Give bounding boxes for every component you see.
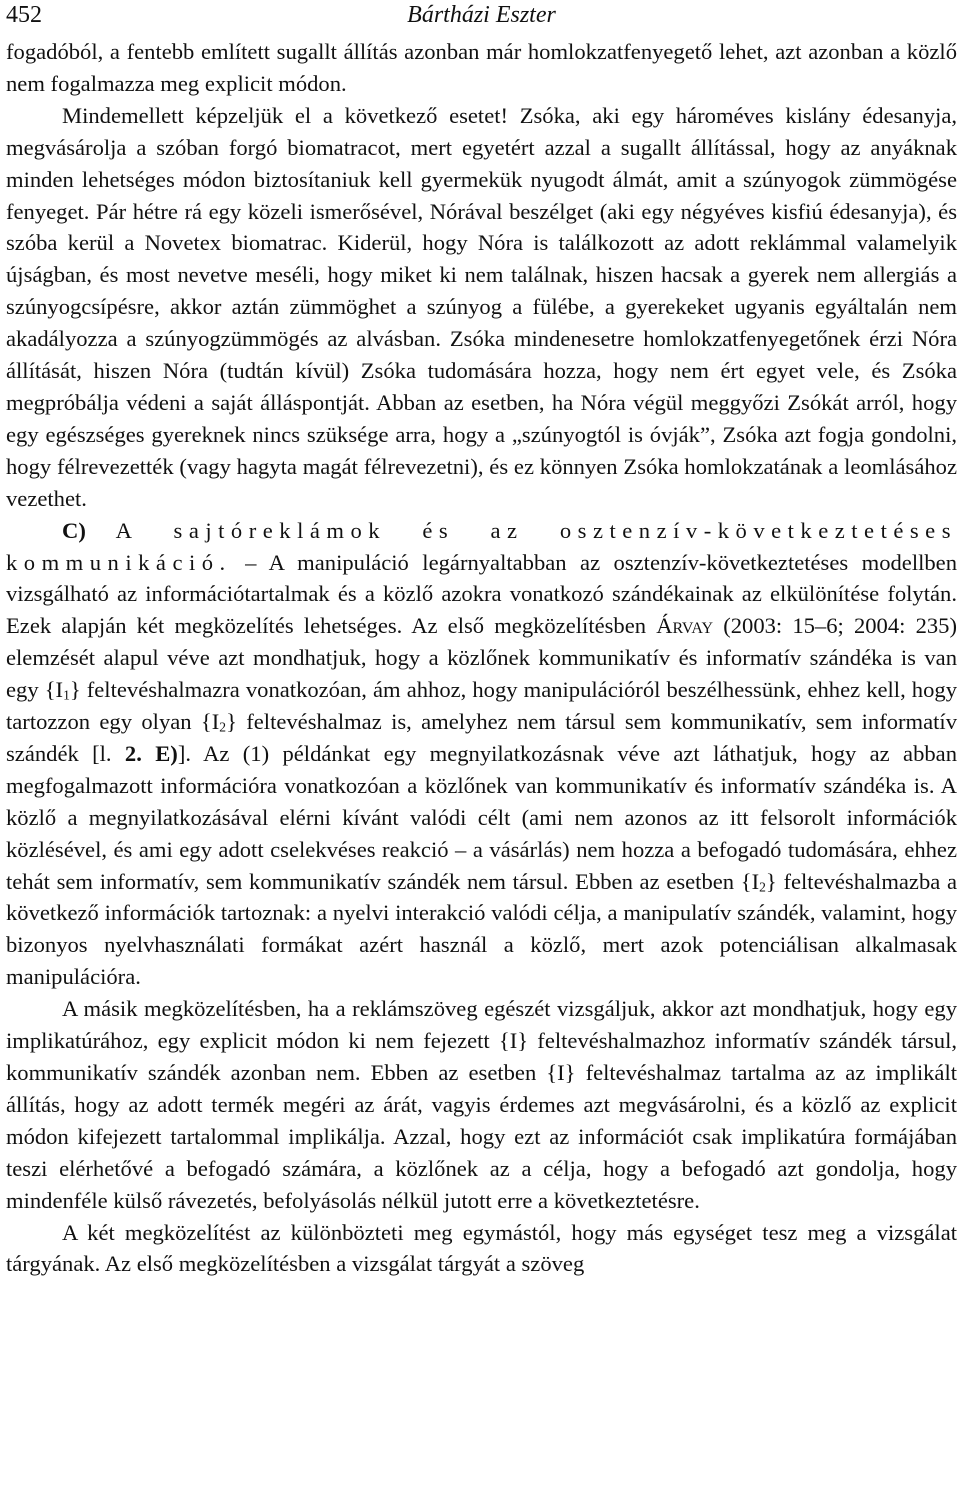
text-run: (2003: 15–6; 2004: 235) elemzését alapul véve azt mondhatjuk, hogy a közlőnek kommunikatív és informatív szándéka is van egy {I: [6, 613, 957, 703]
text-run: – A manipuláció legárnyaltabban az osztenzív-következtetéses modellben vizsgálható az információtartalmak és a közlő azokra vonatkozó szándékainak az elkülönítése folytán. Ezek alapján két megközelítés lehetséges. Az első megközelítésben: [6, 549, 957, 639]
text-run: } feltevéshalmaz is, amelyhez nem társul sem kommunikatív, sem informatív szándék [l.: [6, 709, 958, 766]
section-heading: A sajtóreklámok és az osztenzív-következtetéses kommunikáció.: [6, 517, 958, 575]
text-run: ]. Az (1) példánkat egy megnyilatkozásnak véve azt láthatjuk, hogy az abban megfogalmazott információra vonatkozóan a közlőnek van kommunikatív és informatív szándéka is. A közlő a megnyilatkozásával elérni kívánt valódi célt (ami nem azonos az itt felsorolt információk közlésével, és ami egy adott cselekvéses reakció – a vásárlás) nem hozza a befogadó tudomására, ehhez tehát sem informatív, sem kommunikatív szándék nem társul. Ebben az esetben {I: [6, 740, 958, 894]
paragraph-1: fogadóból, a fentebb említett sugallt állítás azonban már homlokzatfenyegető lehet, azt azonban a közlő nem fogalmazza meg explicit módon.: [6, 39, 957, 96]
paragraph-5: A két megközelítést az különbözteti meg egymástól, hogy más egységet tesz meg a vizsgálat tárgyának. Az első megközelítésben a vizsgálat tárgyát a szöveg: [6, 1219, 957, 1277]
running-header: [6, 0, 957, 36]
page-number: 452: [6, 2, 42, 28]
subscript: 1: [63, 687, 70, 703]
paragraph-3: [6, 515, 957, 994]
text-run: } feltevéshalmazba a következő információk tartoznak: a nyelvi interakció valódi célja, a manipulatív szándék, valamint, hogy bizonyos nyelvhasználati formákat azért használ a közlő, mert azok potenciálisan alkalmasak manipulációra.: [6, 868, 958, 990]
running-author: Bártházi Eszter: [407, 2, 556, 28]
subscript: 2: [219, 719, 227, 735]
text-run: } feltevéshalmazra vonatkozóan, ám ahhoz, hogy manipulációról beszélhessünk, ehhez kell, hogy tartozzon egy olyan {I: [6, 677, 957, 735]
subscript: 2: [759, 879, 766, 895]
body-text: [6, 36, 957, 1280]
paragraph-2: Mindemellett képzeljük el a következő esetet! Zsóka, aki egy hároméves kislány édesanyja, megvásárolja a szóban forgó biomatracot, mert egyetért azzal a sugallt állítással, hogy az anyáknak minden lehetséges módon biztosítaniuk kell gyermekük nyugodt álmát, amit a szúnyogok zümmögése fenyeget. Pár hétre rá egy közeli ismerősével, Nórával beszélget (aki egy négyéves kisfiú édesanyja), és szóba kerül a Novetex biomatrac. Kiderül, hogy Nóra is találkozott az adott reklámmal valamelyik újságban, és most nevetve meséli, hogy miket ki nem találnak, hiszen hacsak a gyerek nem allergiás a szúnyogcsípésre, akkor aztán zümmöghet a szúnyog a fülébe, a gyerekeket ugyanis egyáltalán nem akadályozza a szúnyogzümmögés az alvásban. Zsóka mindenesetre homlokzatfenyegetőnek érzi Nóra állítását, hiszen Nóra (tudtán kívül) Zsóka tudomására hozza, hogy nem ért egyet vele, és Zsóka megpróbálja védeni a saját álláspontját. Abban az esetben, ha Nóra végül meggyőzi Zsókát arról, hogy egy egészséges gyereknek nincs szüksége arra, hogy a „szúnyogtól is óvják”, Zsóka azt fogja gondolni, hogy félrevezették (vagy hagyta magát félrevezetni), és ez könnyen Zsóka homlokzatának a leomlásához vezethet.: [6, 102, 957, 511]
author-name: Árvay: [656, 613, 714, 639]
cross-reference: 2. E): [124, 740, 178, 766]
section-label: C): [62, 517, 86, 543]
paragraph-4: A másik megközelítésben, ha a reklámszöveg egészét vizsgáljuk, akkor azt mondhatjuk, hogy egy implikatúrához, egy explicit módon ki nem fejezett {I} feltevéshalmazhoz informatív szándék társul, kommunikatív szándék azonban nem. Ebben az esetben {I} feltevéshalmaz tartalma az az implikált állítás, hogy az adott termék megéri az árát, vagyis érdemes azt megvásárolni, és a közlő az explicit módon kifejezett tartalommal implikálja. Azzal, hogy ezt az információt csak implikatúra formájában teszi elérhetővé a befogadó számára, a közlőnek az a célja, hogy a befogadó azt gondolja, hogy mindenféle külső rávezetés, befolyásolás nélkül jutott erre a következtetésre.: [6, 996, 957, 1213]
